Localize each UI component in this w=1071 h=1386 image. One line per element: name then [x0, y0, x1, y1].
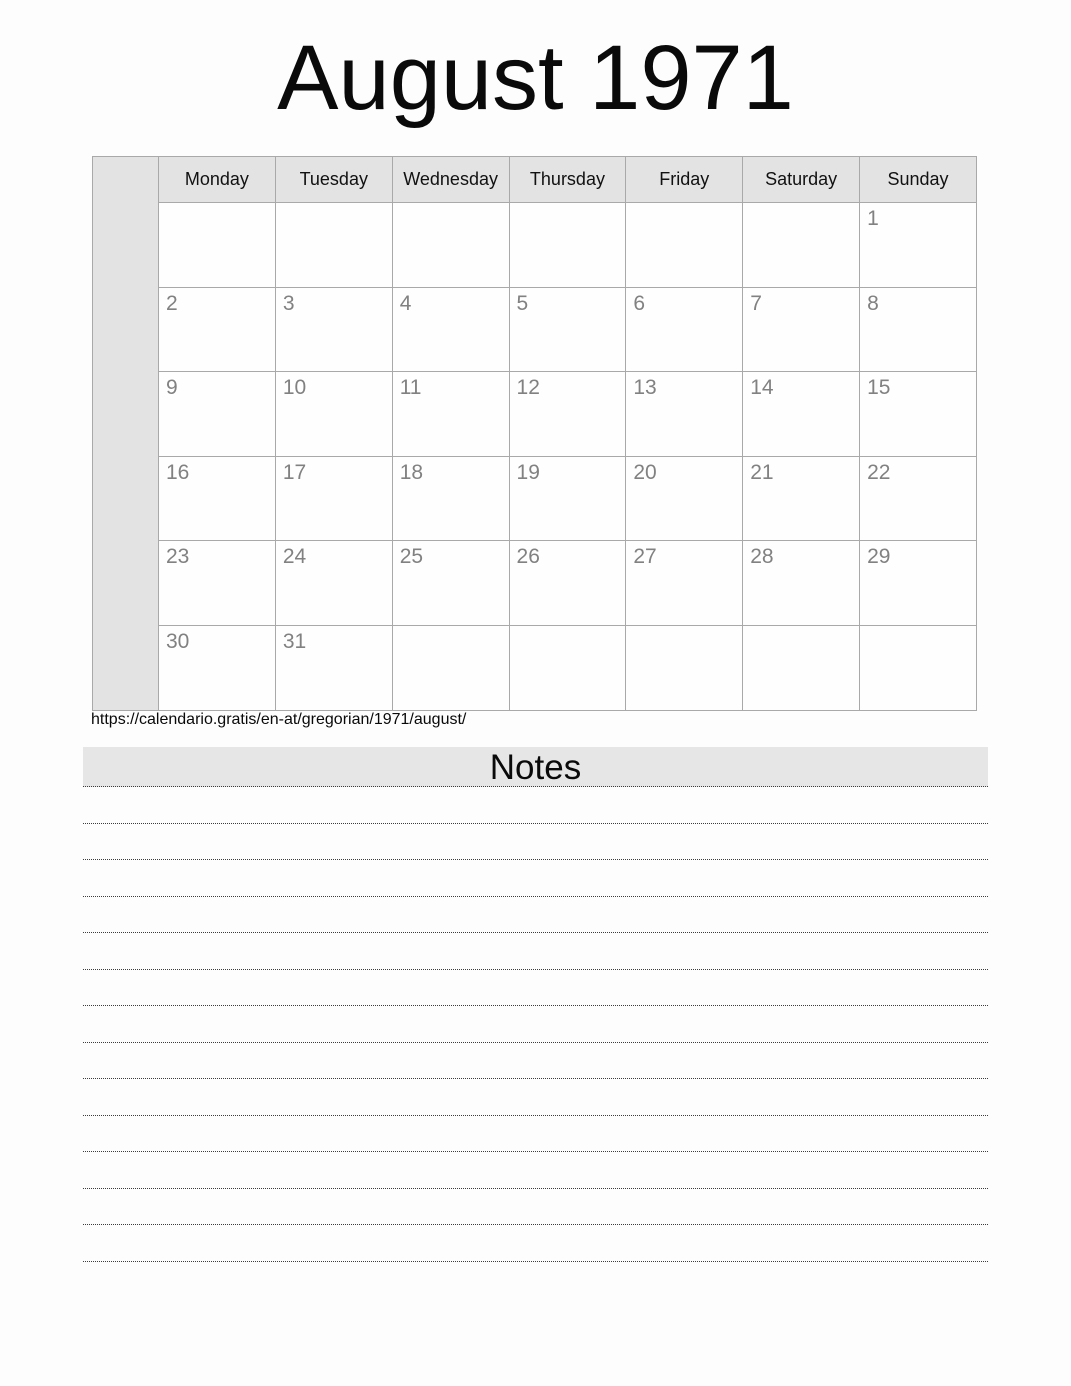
day-number: 8	[867, 291, 879, 315]
week-row	[93, 541, 977, 626]
day-cell-5	[509, 287, 626, 372]
day-cell-empty	[626, 203, 743, 288]
day-number: 11	[399, 376, 422, 400]
weekday-header-saturday: Saturday	[743, 157, 860, 203]
day-number: 20	[633, 460, 657, 484]
source-url: https://calendario.gratis/en-at/gregorian/1971/august/	[91, 711, 467, 728]
week-row	[93, 203, 977, 288]
day-cell-12	[509, 372, 626, 457]
notes-title: Notes	[489, 748, 582, 787]
day-number: 2	[166, 291, 178, 315]
day-cell-4	[392, 287, 509, 372]
day-number: 9	[166, 376, 178, 400]
note-line	[83, 1225, 988, 1262]
week-row	[93, 456, 977, 541]
day-number	[744, 627, 858, 630]
day-cell-23	[159, 541, 276, 626]
day-number: 17	[282, 460, 307, 484]
day-cell-27	[626, 541, 743, 626]
day-number	[627, 627, 741, 630]
day-number: 16	[166, 460, 190, 484]
day-cell-7	[743, 287, 860, 372]
day-number: 6	[633, 291, 646, 315]
note-line	[83, 787, 988, 824]
day-cell-19	[509, 456, 626, 541]
day-cell-empty	[743, 203, 860, 288]
day-cell-22	[860, 456, 977, 541]
day-cell-6	[626, 287, 743, 372]
day-number: 3	[282, 291, 295, 315]
day-number: 23	[166, 545, 190, 569]
day-number	[861, 627, 975, 630]
day-number: 13	[633, 376, 657, 400]
note-line	[83, 1079, 988, 1116]
day-cell-24	[275, 541, 392, 626]
day-cell-2	[159, 287, 276, 372]
weekday-header-row	[93, 157, 977, 203]
day-cell-empty	[392, 203, 509, 288]
week-row	[93, 372, 977, 457]
day-cell-empty	[275, 203, 392, 288]
day-cell-empty	[509, 625, 626, 710]
weekday-header-friday: Friday	[626, 157, 743, 203]
note-line	[83, 933, 988, 970]
day-cell-17	[275, 456, 392, 541]
day-number: 26	[516, 545, 540, 569]
note-line	[83, 897, 988, 934]
day-cell-1	[860, 203, 977, 288]
day-number: 12	[516, 376, 540, 400]
day-cell-empty	[626, 625, 743, 710]
day-cell-10	[275, 372, 392, 457]
day-cell-21	[743, 456, 860, 541]
weekday-header-tuesday: Tuesday	[275, 157, 392, 203]
week-row	[93, 625, 977, 710]
day-cell-empty	[392, 625, 509, 710]
note-line	[83, 1043, 988, 1080]
weekday-header-wednesday: Wednesday	[392, 157, 509, 203]
weekday-header-thursday: Thursday	[509, 157, 626, 203]
day-cell-empty	[159, 203, 276, 288]
note-line	[83, 1006, 988, 1043]
day-number: 4	[399, 291, 412, 315]
day-cell-16	[159, 456, 276, 541]
day-number: 14	[750, 376, 774, 400]
note-line	[83, 824, 988, 861]
day-cell-18	[392, 456, 509, 541]
note-line	[83, 1189, 988, 1226]
day-number: 5	[516, 291, 529, 315]
day-number: 29	[867, 545, 891, 569]
day-cell-26	[509, 541, 626, 626]
day-number	[627, 204, 741, 207]
note-line	[83, 970, 988, 1007]
day-cell-empty	[743, 625, 860, 710]
day-cell-9	[159, 372, 276, 457]
day-number	[511, 204, 625, 207]
weekday-header-monday: Monday	[159, 157, 276, 203]
day-number	[394, 627, 508, 630]
day-cell-30	[159, 625, 276, 710]
day-number	[744, 204, 858, 207]
week-row	[93, 287, 977, 372]
day-cell-14	[743, 372, 860, 457]
day-number: 25	[399, 545, 424, 569]
day-cell-empty	[509, 203, 626, 288]
week-spacer-column	[93, 157, 159, 711]
day-number: 7	[750, 291, 762, 315]
page-title: August 1971	[277, 27, 794, 129]
day-number: 18	[399, 460, 424, 484]
day-cell-15	[860, 372, 977, 457]
day-number: 24	[282, 545, 307, 569]
day-number: 30	[166, 629, 190, 653]
day-number: 22	[867, 460, 891, 484]
note-line	[83, 1116, 988, 1153]
day-number	[511, 627, 625, 630]
day-number: 31	[282, 629, 307, 653]
day-number: 21	[750, 460, 774, 484]
day-cell-empty	[860, 625, 977, 710]
day-number: 1	[867, 207, 879, 230]
day-number: 19	[516, 460, 540, 484]
day-number: 15	[867, 376, 891, 400]
day-number	[160, 204, 274, 207]
note-line	[83, 1152, 988, 1189]
notes-header	[83, 747, 988, 787]
day-number: 28	[750, 545, 774, 569]
day-cell-11	[392, 372, 509, 457]
day-cell-20	[626, 456, 743, 541]
day-cell-13	[626, 372, 743, 457]
day-cell-8	[860, 287, 977, 372]
day-cell-29	[860, 541, 977, 626]
day-cell-28	[743, 541, 860, 626]
notes-lines	[83, 787, 988, 1262]
day-number	[394, 204, 508, 207]
day-cell-31	[275, 625, 392, 710]
day-cell-3	[275, 287, 392, 372]
weekday-header-sunday: Sunday	[860, 157, 977, 203]
day-number: 10	[282, 376, 307, 400]
day-number	[277, 204, 391, 207]
day-cell-25	[392, 541, 509, 626]
calendar-table	[92, 156, 977, 711]
day-number: 27	[633, 545, 657, 569]
note-line	[83, 860, 988, 897]
